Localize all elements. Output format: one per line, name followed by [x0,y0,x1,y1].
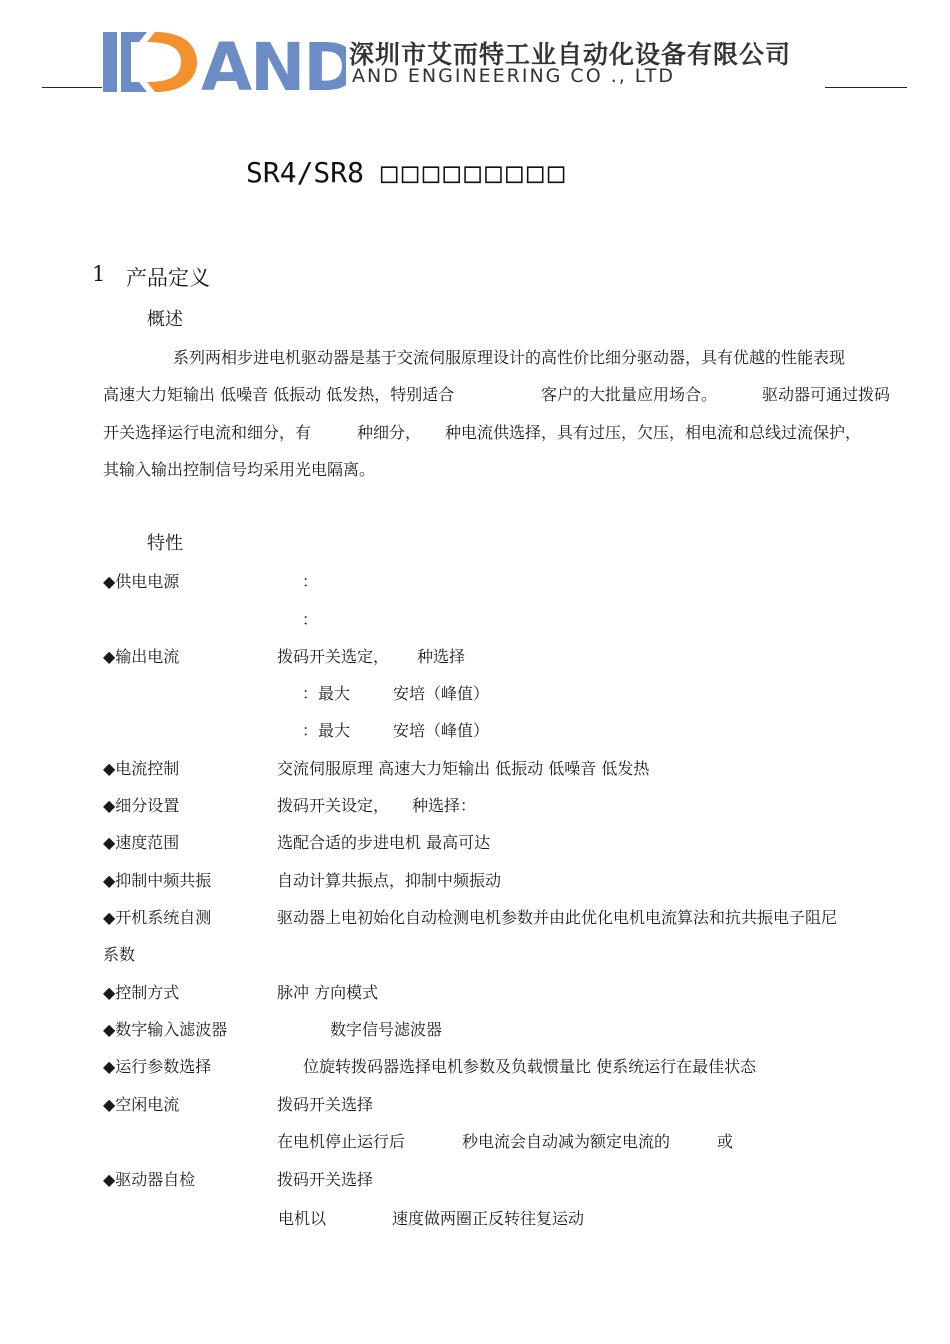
feature-value: 秒电流会自动减为额定电流的 [462,1132,671,1151]
company-name-cn: 深圳市艾而特工业自动化设备有限公司 [349,40,792,69]
feature-label-output-current: ◆输出电流 [103,647,180,666]
feature-value: 位旋转拨码器选择电机参数及负载惯量比 使系统运行在最佳状态 [303,1057,757,1076]
feature-label-driver-self-check: ◆驱动器自检 [103,1170,196,1189]
feature-value: 安培（峰值） [393,684,490,703]
feature-value: 选配合适的步进电机 最高可达 [277,833,491,852]
document-title [246,156,569,189]
section-number: 1 [92,262,106,286]
feature-value: 安培（峰值） [393,721,490,740]
feature-label-current-control: ◆电流控制 [103,759,180,778]
section-title: 产品定义 [126,266,210,290]
overview-line: 其输入输出控制信号均采用光电隔离。 [103,460,376,479]
logo-mark [101,30,346,94]
overview-line: 客户的大批量应用场合。 [541,385,718,404]
company-name-en: AND ENGINEERING CO ., LTD [352,65,676,87]
feature-label-resonance: ◆抑制中频共振 [103,871,212,890]
feature-label-digital-filter: ◆数字输入滤波器 [103,1020,228,1039]
feature-value: 驱动器上电初始化自动检测电机参数并由此优化电机电流算法和抗共振电子阻尼 [277,908,838,927]
feature-label-idle-current: ◆空闲电流 [103,1095,180,1114]
feature-value: 拨码开关设定， [277,796,390,815]
feature-label-speed-range: ◆速度范围 [103,833,180,852]
company-logo [101,30,346,94]
document-title-text: SR4/SR8 [246,156,381,189]
feature-label-control-mode: ◆控制方式 [103,983,180,1002]
feature-value: ：最大 [302,684,351,703]
overview-line: 种细分， [357,423,422,442]
feature-value: 交流伺服原理 高速大力矩输出 低振动 低噪音 低发热 [277,759,650,778]
feature-label-power: ◆供电电源 [103,572,180,591]
svg-text:AND: AND [201,30,346,94]
overview-line: 开关选择运行电流和细分，有 [103,423,312,442]
title-glyph-boxes: □□□□□□□□□ [380,156,569,189]
feature-label-run-parameter: ◆运行参数选择 [103,1057,212,1076]
feature-value: 脉冲 方向模式 [277,983,379,1002]
feature-value: 种选择： [412,796,477,815]
feature-value: 种选择 [417,647,466,666]
overview-line: 种电流供选择，具有过压，欠压，相电流和总线过流保护， [445,423,862,442]
feature-value: 在电机停止运行后 [277,1132,406,1151]
feature-value: 系数 [103,945,136,964]
feature-value: 或 [717,1132,734,1151]
feature-value: ： [302,572,319,591]
feature-value: 拨码开关选定， [277,647,390,666]
feature-value: 拨码开关选择 [277,1095,374,1114]
overview-line: 系列两相步进电机驱动器是基于交流伺服原理设计的高性价比细分驱动器，具有优越的性能表现 [173,348,846,367]
feature-label-microstep: ◆细分设置 [103,796,180,815]
header-rule-right [825,87,907,88]
overview-line: 高速大力矩输出 低噪音 低振动 低发热，特别适合 [103,385,455,404]
feature-value: 拨码开关选择 [277,1170,374,1189]
feature-label-self-test: ◆开机系统自测 [103,908,212,927]
header-rule-left [42,87,102,88]
features-heading: 特性 [147,533,183,554]
feature-value: 电机以 [278,1209,327,1228]
overview-line: 驱动器可通过拨码 [762,385,891,404]
overview-heading: 概述 [147,309,183,330]
feature-value: 自动计算共振点，抑制中频振动 [277,871,502,890]
feature-value: ：最大 [302,721,351,740]
feature-value: 速度做两圈正反转往复运动 [392,1209,585,1228]
feature-value: 数字信号滤波器 [330,1020,443,1039]
feature-value: ： [302,610,319,629]
